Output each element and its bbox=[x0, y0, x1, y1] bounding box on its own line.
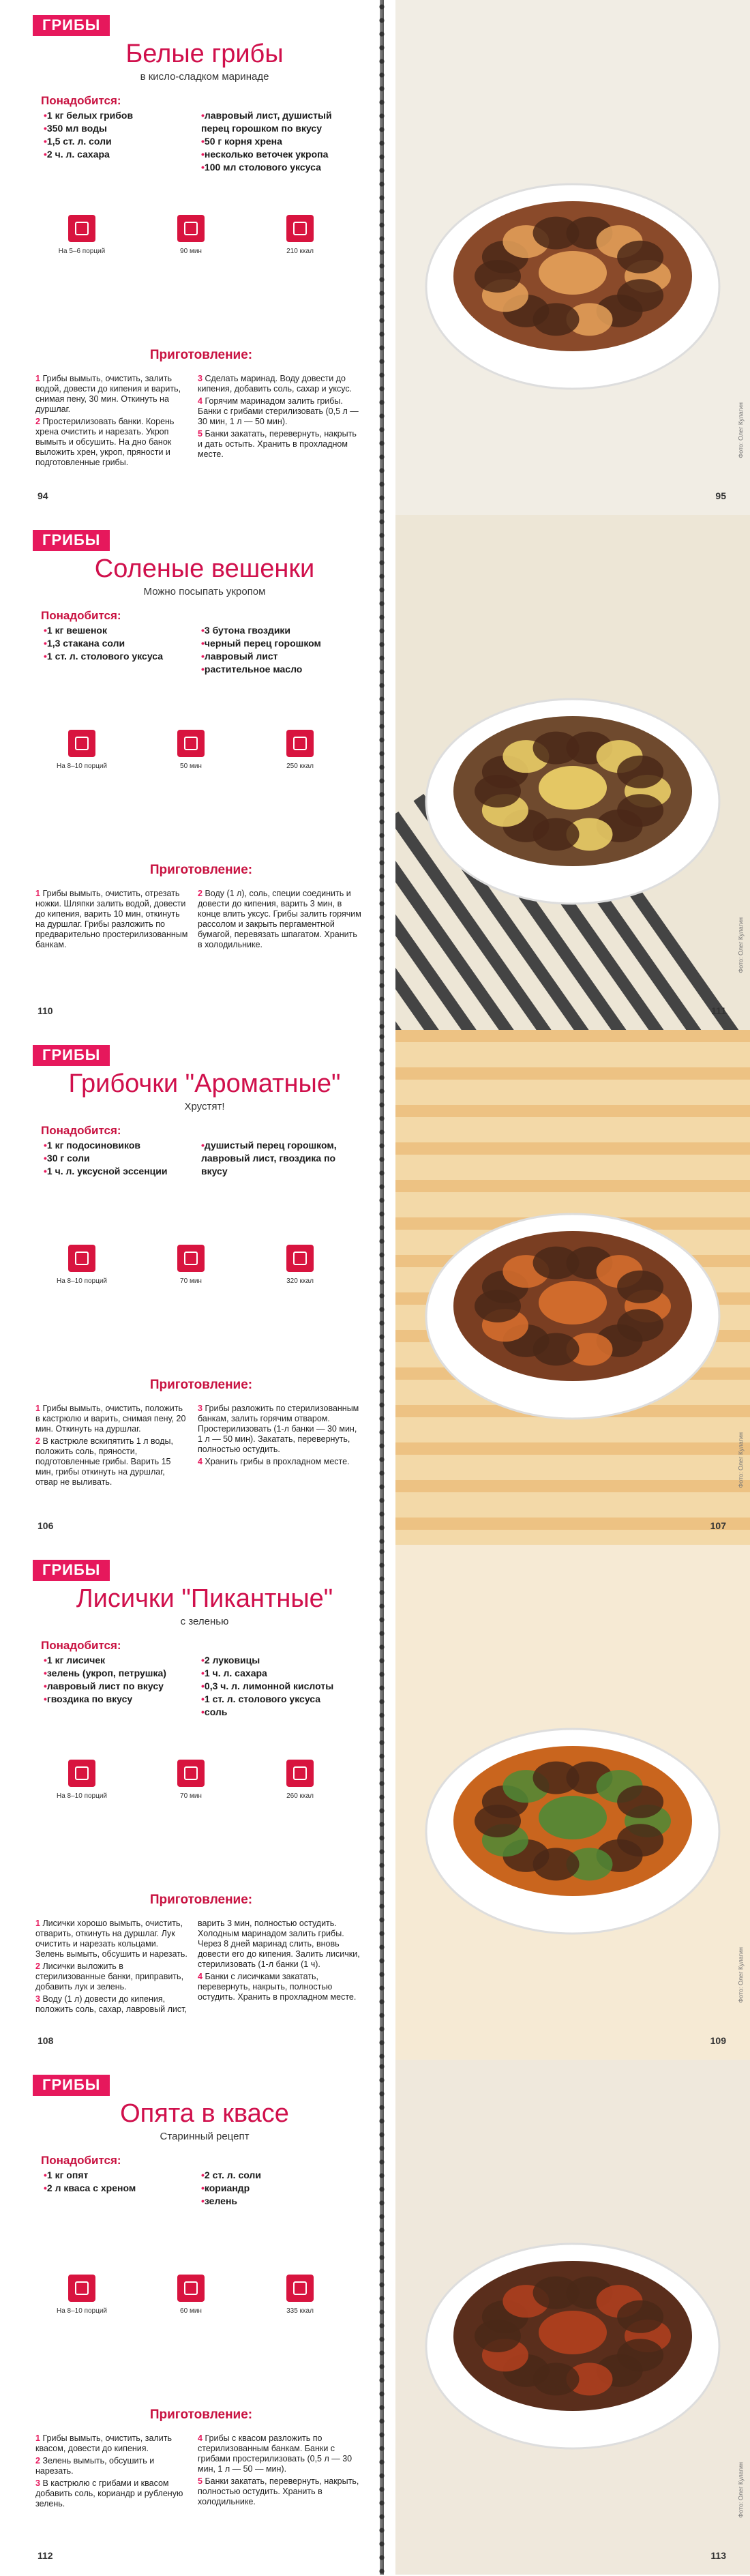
time-info bbox=[150, 2275, 232, 2315]
step-number: 3 bbox=[35, 1994, 40, 2004]
clock-icon bbox=[177, 1760, 205, 1787]
step bbox=[198, 1404, 361, 1455]
servings-info bbox=[41, 215, 123, 255]
ingredient-item: • растительное масло bbox=[201, 663, 361, 676]
photo-page bbox=[395, 1030, 750, 1545]
ingredient-item: • гвоздика по вкусу bbox=[44, 1693, 194, 1706]
photo-credit: Фото: Олег Кулагин bbox=[738, 2462, 745, 2518]
step-text: Сделать маринад. Воду довести до кипения, добавить соль, сахар и уксус. bbox=[198, 374, 352, 394]
step bbox=[35, 1961, 189, 1992]
ingredient-item: • несколько веточек укропа bbox=[201, 148, 361, 161]
ingredient-item: • соль bbox=[201, 1706, 361, 1719]
step-text: Банки с лисичками закатать, перевернуть, накрыть, полностью остудить. Хранить в прохладном месте. bbox=[198, 1972, 357, 2002]
steps-column-right bbox=[198, 1404, 361, 1469]
ingredient-item: • 1 ст. л. столового уксуса bbox=[201, 1693, 361, 1706]
photo-page bbox=[395, 0, 750, 515]
step bbox=[198, 1972, 361, 2002]
ingredient-item: • 2 л кваса с хреном bbox=[44, 2182, 194, 2195]
dish-photo bbox=[395, 1030, 750, 1545]
step-text: Лисички хорошо вымыть, очистить, отварить, откинуть на дуршлаг. Лук очистить и нарезать кольцами. Зелень вымыть, обсушить и нарезать. bbox=[35, 1919, 188, 1959]
recipe-subtitle: Старинный рецепт bbox=[160, 2131, 250, 2142]
page-number-right: 107 bbox=[710, 1520, 726, 1531]
recipe-page bbox=[0, 1545, 368, 2060]
kcal-label: 210 ккал bbox=[286, 248, 314, 255]
ingredient-item: • черный перец горошком bbox=[201, 637, 361, 650]
recipe-subtitle: Хрустят! bbox=[184, 1101, 225, 1112]
ingredient-item: • 3 бутона гвоздики bbox=[201, 624, 361, 637]
step-number: 3 bbox=[198, 1404, 202, 1413]
kcal-info bbox=[259, 215, 341, 255]
time-label: 70 мин bbox=[180, 1277, 202, 1285]
step-number: 5 bbox=[198, 429, 202, 439]
steps-column-left bbox=[35, 889, 189, 952]
step bbox=[35, 417, 189, 468]
ingredient-item: • душистый перец горошком, лавровый лист, гвоздика по вкусу bbox=[201, 1139, 361, 1178]
dish-photo bbox=[395, 0, 750, 515]
ingredient-item: • 100 мл столового уксуса bbox=[201, 161, 361, 174]
recipe-spread bbox=[0, 0, 750, 515]
recipe-page bbox=[0, 1030, 368, 1545]
page-number-left: 112 bbox=[38, 2550, 53, 2561]
ingredient-item: • 0,3 ч. л. лимонной кислоты bbox=[201, 1680, 361, 1693]
step bbox=[35, 889, 189, 950]
step bbox=[35, 2478, 189, 2509]
kcal-label: 320 ккал bbox=[286, 1277, 314, 1285]
step-text: Горячим маринадом залить грибы. Банки с грибами стерилизовать (0,5 л — 30 мин, 1 л — 50 мин). bbox=[198, 396, 359, 426]
dish-photo bbox=[395, 1545, 750, 2060]
step-number: 2 bbox=[198, 889, 202, 898]
ingredient-item: • 1 кг подосиновиков bbox=[44, 1139, 194, 1152]
recipe-info-icons bbox=[41, 215, 361, 269]
spiral-binding bbox=[372, 515, 392, 1030]
clock-icon bbox=[177, 2275, 205, 2302]
recipe-title: Грибочки "Ароматные" bbox=[68, 1069, 341, 1098]
steps-column-right bbox=[198, 374, 361, 462]
ingredients-list-left bbox=[44, 624, 194, 663]
step-text: Грибы с квасом разложить по стерилизованным банкам. Банки с грибами простерилизовать (0,5 л — 30 мин, 1 л — 50 — мин). bbox=[198, 2433, 352, 2474]
section-tag: ГРИБЫ bbox=[33, 1560, 110, 1581]
step-text: Грибы вымыть, очистить, положить в кастрюлю и варить, снимая пену, 20 мин. Откинуть на дуршлаг. bbox=[35, 1404, 186, 1434]
ingredients-list-right bbox=[201, 109, 361, 174]
kcal-info bbox=[259, 1245, 341, 1285]
servings-icon bbox=[68, 1245, 95, 1272]
flame-icon bbox=[286, 1245, 314, 1272]
recipe-title: Соленые вешенки bbox=[94, 554, 315, 583]
ingredient-item: • 50 г корня хрена bbox=[201, 135, 361, 148]
ingredient-item: • лавровый лист bbox=[201, 650, 361, 663]
step-number: 4 bbox=[198, 396, 202, 406]
photo-credit: Фото: Олег Кулагин bbox=[738, 1432, 745, 1488]
page-number-right: 111 bbox=[711, 1005, 726, 1016]
preparation-heading: Приготовление: bbox=[149, 863, 253, 877]
section-tag: ГРИБЫ bbox=[33, 15, 110, 36]
step-number: 4 bbox=[198, 1457, 202, 1466]
step bbox=[198, 2476, 361, 2507]
ingredients-heading: Понадобится: bbox=[41, 609, 121, 622]
ingredient-item: • зелень (укроп, петрушка) bbox=[44, 1667, 194, 1680]
recipe-spread bbox=[0, 1030, 750, 1545]
flame-icon bbox=[286, 730, 314, 757]
step bbox=[35, 1919, 189, 1959]
steps-column-right bbox=[198, 889, 361, 952]
ingredient-item: • 30 г соли bbox=[44, 1152, 194, 1165]
time-label: 90 мин bbox=[180, 248, 202, 255]
step-number: 2 bbox=[35, 417, 40, 426]
ingredients-list-right bbox=[201, 1654, 361, 1719]
spiral-binding bbox=[372, 1030, 392, 1545]
step-text: Грибы вымыть, очистить, залить квасом, довести до кипения. bbox=[35, 2433, 172, 2453]
step-number: 2 bbox=[35, 2456, 40, 2466]
preparation-heading: Приготовление: bbox=[149, 2408, 253, 2422]
ingredient-item: • зелень bbox=[201, 2195, 361, 2208]
servings-icon bbox=[68, 2275, 95, 2302]
step bbox=[198, 1457, 361, 1467]
servings-icon bbox=[68, 730, 95, 757]
servings-label: На 8–10 порций bbox=[56, 1277, 108, 1285]
recipe-spread bbox=[0, 515, 750, 1030]
section-tag: ГРИБЫ bbox=[33, 2075, 110, 2096]
ingredient-item: • 1 ч. л. уксусной эссенции bbox=[44, 1165, 194, 1178]
kcal-info bbox=[259, 2275, 341, 2315]
step bbox=[35, 2433, 189, 2454]
step bbox=[35, 1436, 189, 1487]
servings-label: На 5–6 порций bbox=[58, 248, 106, 255]
step-text: Грибы разложить по стерилизованным банкам, залить горячим отваром. Простерилизовать (1-л банки — 30 мин, 1 л — 50 мин). Закатать, перевернуть, полностью остудить. bbox=[198, 1404, 359, 1454]
ingredients-list-right bbox=[201, 1139, 361, 1178]
step-text: В кастрюле вскипятить 1 л воды, положить соль, пряности, подготовленные грибы. Варить 15 мин, грибы откинуть на дуршлаг, отвар не выливать. bbox=[35, 1436, 173, 1487]
kcal-label: 335 ккал bbox=[286, 2307, 314, 2315]
kcal-info bbox=[259, 1760, 341, 1800]
step bbox=[198, 1919, 361, 1970]
spiral-binding bbox=[372, 1545, 392, 2060]
kcal-label: 260 ккал bbox=[286, 1792, 314, 1800]
recipe-spread bbox=[0, 2060, 750, 2575]
time-label: 70 мин bbox=[180, 1792, 202, 1800]
recipe-subtitle: в кисло-сладком маринаде bbox=[140, 71, 269, 83]
spiral-binding bbox=[372, 0, 392, 515]
step bbox=[198, 429, 361, 460]
preparation-heading: Приготовление: bbox=[149, 1893, 253, 1907]
photo-credit: Фото: Олег Кулагин bbox=[738, 402, 745, 458]
step bbox=[35, 1404, 189, 1434]
ingredients-list-left bbox=[44, 109, 194, 161]
spiral-binding bbox=[372, 2060, 392, 2575]
steps-column-left bbox=[35, 1919, 189, 2017]
ingredient-item: • 1 ч. л. сахара bbox=[201, 1667, 361, 1680]
ingredient-item: • 2 ч. л. сахара bbox=[44, 148, 194, 161]
ingredients-list-left bbox=[44, 1139, 194, 1178]
photo-credit: Фото: Олег Кулагин bbox=[738, 917, 745, 973]
section-tag: ГРИБЫ bbox=[33, 1045, 110, 1066]
step-number: 1 bbox=[35, 1919, 40, 1928]
ingredient-item: • 1 ст. л. столового уксуса bbox=[44, 650, 194, 663]
clock-icon bbox=[177, 730, 205, 757]
clock-icon bbox=[177, 1245, 205, 1272]
servings-info bbox=[41, 730, 123, 770]
step-number: 4 bbox=[198, 2433, 202, 2443]
servings-label: На 8–10 порций bbox=[56, 1792, 108, 1800]
preparation-heading: Приготовление: bbox=[149, 348, 253, 362]
recipe-info-icons bbox=[41, 2275, 361, 2329]
ingredient-item: • 1 кг вешенок bbox=[44, 624, 194, 637]
servings-label: На 8–10 порций bbox=[56, 763, 108, 770]
page-number-left: 106 bbox=[38, 1520, 54, 1531]
ingredients-heading: Понадобится: bbox=[41, 1124, 121, 1137]
recipe-title: Белые грибы bbox=[125, 40, 284, 68]
step-text: Воду (1 л), соль, специи соединить и довести до кипения, варить 3 мин, в конце влить уксус. Грибы залить горячим рассолом и закрыть пергаментной бумагой, перевязать шпагатом. Хранить в холодильнике. bbox=[198, 889, 361, 949]
step-number: 3 bbox=[35, 2478, 40, 2488]
steps-column-right bbox=[198, 2433, 361, 2509]
recipe-page bbox=[0, 0, 368, 515]
time-info bbox=[150, 1245, 232, 1285]
steps-column-left bbox=[35, 1404, 189, 1490]
flame-icon bbox=[286, 2275, 314, 2302]
recipe-subtitle: с зеленью bbox=[180, 1616, 229, 1627]
recipe-info-icons bbox=[41, 730, 361, 784]
step-text: В кастрюлю с грибами и квасом добавить соль, кориандр и рубленую зелень. bbox=[35, 2478, 183, 2508]
ingredient-item: • 1 кг опят bbox=[44, 2169, 194, 2182]
step bbox=[35, 2456, 189, 2476]
ingredient-item: • 1 кг белых грибов bbox=[44, 109, 194, 122]
steps-column-right bbox=[198, 1919, 361, 2004]
preparation-heading: Приготовление: bbox=[149, 1378, 253, 1392]
ingredients-list-left bbox=[44, 2169, 194, 2195]
step-text: Хранить грибы в прохладном месте. bbox=[205, 1457, 350, 1466]
servings-info bbox=[41, 1760, 123, 1800]
ingredient-item: • 2 луковицы bbox=[201, 1654, 361, 1667]
photo-page bbox=[395, 1545, 750, 2060]
ingredient-item: • 2 ст. л. соли bbox=[201, 2169, 361, 2182]
servings-label: На 8–10 порций bbox=[56, 2307, 108, 2315]
servings-icon bbox=[68, 1760, 95, 1787]
time-label: 50 мин bbox=[180, 763, 202, 770]
time-info bbox=[150, 730, 232, 770]
time-label: 60 мин bbox=[180, 2307, 202, 2315]
page-number-left: 108 bbox=[38, 2035, 54, 2046]
ingredients-heading: Понадобится: bbox=[41, 2154, 121, 2167]
step-number: 4 bbox=[198, 1972, 202, 1981]
step-text: Лисички выложить в стерилизованные банки, приправить, добавить лук и зелень. bbox=[35, 1961, 184, 1992]
step-number: 3 bbox=[198, 374, 202, 383]
page-number-right: 95 bbox=[715, 490, 726, 501]
ingredients-list-left bbox=[44, 1654, 194, 1706]
dish-photo bbox=[395, 2060, 750, 2575]
photo-page bbox=[395, 515, 750, 1030]
ingredients-heading: Понадобится: bbox=[41, 94, 121, 107]
step-text: Грибы вымыть, очистить, отрезать ножки. Шляпки залить водой, довести до кипения, варить 10 мин, откинуть на дуршлаг. Грибы разложить по предварительно простерилизованным банкам. bbox=[35, 889, 188, 949]
recipe-subtitle: Можно посыпать укропом bbox=[143, 586, 266, 597]
servings-info bbox=[41, 2275, 123, 2315]
flame-icon bbox=[286, 1760, 314, 1787]
clock-icon bbox=[177, 215, 205, 242]
servings-icon bbox=[68, 215, 95, 242]
kcal-label: 250 ккал bbox=[286, 763, 314, 770]
ingredient-item: • 1,5 ст. л. соли bbox=[44, 135, 194, 148]
ingredient-item: • 1,3 стакана соли bbox=[44, 637, 194, 650]
step-number: 1 bbox=[35, 1404, 40, 1413]
step-number: 1 bbox=[35, 2433, 40, 2443]
steps-column-left bbox=[35, 2433, 189, 2511]
recipe-page bbox=[0, 515, 368, 1030]
recipe-page bbox=[0, 2060, 368, 2575]
step bbox=[35, 374, 189, 415]
recipe-spread bbox=[0, 1545, 750, 2060]
flame-icon bbox=[286, 215, 314, 242]
step-number: 2 bbox=[35, 1436, 40, 1446]
recipe-title: Опята в квасе bbox=[120, 2099, 289, 2128]
step-text: Банки закатать, перевернуть, накрыть и дать остыть. Хранить в прохладном месте. bbox=[198, 429, 357, 459]
step-text: Воду (1 л) довести до кипения, положить соль, сахар, лавровый лист, bbox=[35, 1994, 187, 2014]
ingredient-item: • кориандр bbox=[201, 2182, 361, 2195]
page-number-right: 113 bbox=[710, 2550, 726, 2561]
recipe-info-icons bbox=[41, 1760, 361, 1814]
ingredient-item: • 350 мл воды bbox=[44, 122, 194, 135]
photo-credit: Фото: Олег Кулагин bbox=[738, 1947, 745, 2003]
step-text: Банки закатать, перевернуть, накрыть, полностью остудить. Хранить в холодильнике. bbox=[198, 2476, 359, 2506]
dish-photo bbox=[395, 515, 750, 1030]
step bbox=[198, 396, 361, 427]
ingredients-list-right bbox=[201, 624, 361, 676]
ingredient-item: • лавровый лист по вкусу bbox=[44, 1680, 194, 1693]
step-text: Грибы вымыть, очистить, залить водой, довести до кипения и варить, снимая пену, 30 мин. Откинуть на дуршлаг. bbox=[35, 374, 181, 414]
section-tag: ГРИБЫ bbox=[33, 530, 110, 551]
page-number-right: 109 bbox=[710, 2035, 726, 2046]
step-number: 1 bbox=[35, 374, 40, 383]
steps-column-left bbox=[35, 374, 189, 470]
kcal-info bbox=[259, 730, 341, 770]
page-number-left: 94 bbox=[38, 490, 48, 501]
ingredient-item: • 1 кг лисичек bbox=[44, 1654, 194, 1667]
recipe-title: Лисички "Пикантные" bbox=[76, 1584, 333, 1613]
step-number: 5 bbox=[198, 2476, 202, 2486]
step-number: 1 bbox=[35, 889, 40, 898]
time-info bbox=[150, 215, 232, 255]
step bbox=[198, 374, 361, 394]
step bbox=[35, 1994, 189, 2015]
servings-info bbox=[41, 1245, 123, 1285]
ingredients-heading: Понадобится: bbox=[41, 1639, 121, 1652]
step bbox=[198, 2433, 361, 2474]
step-text: Зелень вымыть, обсушить и нарезать. bbox=[35, 2456, 155, 2476]
step-number: 2 bbox=[35, 1961, 40, 1971]
step-text: Простерилизовать банки. Корень хрена очистить и нарезать. Укроп вымыть и обсушить. На дно банок выложить хрен, укроп, пряности и подготовленные грибы. bbox=[35, 417, 175, 467]
page-number-left: 110 bbox=[38, 1005, 53, 1016]
ingredient-item: • лавровый лист, душистый перец горошком по вкусу bbox=[201, 109, 361, 135]
step-text: варить 3 мин, полностью остудить. Холодным маринадом залить грибы. Через 8 дней маринад слить, вновь довести его до кипения. Залить лисички, стерилизовать (1-л банки (1 ч). bbox=[198, 1919, 360, 1969]
recipe-info-icons bbox=[41, 1245, 361, 1299]
ingredients-list-right bbox=[201, 2169, 361, 2208]
time-info bbox=[150, 1760, 232, 1800]
photo-page bbox=[395, 2060, 750, 2575]
step bbox=[198, 889, 361, 950]
